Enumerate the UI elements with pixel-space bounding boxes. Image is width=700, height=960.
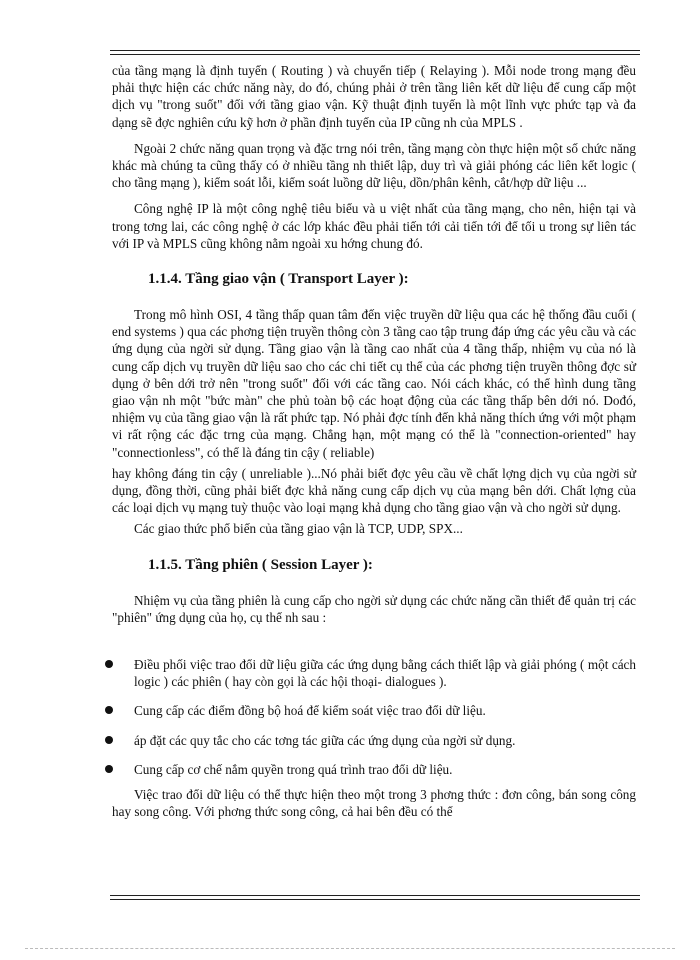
page-body <box>112 62 636 830</box>
session-function-list <box>104 656 636 778</box>
bullet-icon <box>105 765 113 773</box>
paragraph-transport-quality: hay không đáng tin cậy ( unreliable )...Nó phải biết đợc yêu cầu về chất lợng dịch vụ của ngời sử dụng, đồng thời, cũng phải biết đợc khả năng cung cấp dịch vụ của mạng bên dới. Chất lợng của các loại dịch vụ mạng tuỳ thuộc vào loại mạng khả dụng cho tầng giao vận và cho ngời sử dụng. <box>112 465 636 516</box>
paragraph-transport-osi: Trong mô hình OSI, 4 tầng thấp quan tâm đến việc truyền dữ liệu qua các hệ thống đầu cuối ( end systems ) qua các phơng tiện truyền thông còn 3 tầng cao tập trung đáp ứng các yêu cầu và các ứng dụng của ngời sử dụng. Tầng giao vận là tầng cao nhất của 4 tầng thấp, nhiệm vụ của nó là cung cấp dịch vụ truyền dữ liệu sao cho các chi tiết cụ thể của các phơng tiện truyền thông đợc sử dụng ở bên dới trở nên "trong suốt" đối với các tầng cao. Nói cách khác, có thể hình dung tầng giao vận nh một "bức màn" che phủ toàn bộ các hoạt động của các tầng thấp bên dới nó. Dođó, nhiệm vụ của tầng giao vận là rất phức tạp. Nó phải đợc tính đến khả năng thích ứng với một phạm vi rất rộng các đặc trng của mạng. Chẳng hạn, một mạng có thể là "connection-oriented" hay "connectionless", có thể là đáng tin cậy ( reliable) <box>112 307 636 460</box>
list-item: Điều phối việc trao đổi dữ liệu giữa các ứng dụng bằng cách thiết lập và giải phóng ( một cách logic ) các phiên ( hay còn gọi là các hội thoại- dialogues ). <box>104 656 636 690</box>
bullet-icon <box>105 660 113 668</box>
paragraph-session-intro: Nhiệm vụ của tầng phiên là cung cấp cho ngời sử dụng các chức năng cần thiết để quản trị các "phiên" ứng dụng của họ, cụ thể nh sau : <box>112 592 636 625</box>
heading-transport-layer: 1.1.4. Tầng giao vận ( Transport Layer ): <box>148 271 409 288</box>
paragraph-ip-technology: Công nghệ IP là một công nghệ tiêu biểu và u việt nhất của tầng mạng, cho nên, hiện tại và trong tơng lai, các công nghệ ở các lớp khác đều phải tiến tới cải tiến tới để tối u trong sự liên tác với IP và MPLS cũng không nằm ngoài xu hớng chung đó. <box>112 201 636 251</box>
bullet-icon <box>105 736 113 744</box>
list-item: áp đặt các quy tắc cho các tơng tác giữa các ứng dụng của ngời sử dụng. <box>104 732 636 749</box>
paragraph-routing: của tầng mạng là định tuyến ( Routing ) và chuyển tiếp ( Relaying ). Mỗi node trong mạng đều phải thực hiện các chức năng này, do đó, chúng phải ở trên tầng liên kết dữ liệu để cung cấp một dịch vụ "trong suốt" đối với tầng giao vận. Kỹ thuật định tuyến là một lĩnh vực phức tạp và đa dạng sẽ đợc nghiên cứu kỹ hơn ở phần định tuyến của IP cũng nh của MPLS . <box>112 63 636 130</box>
list-item: Cung cấp các điểm đồng bộ hoá để kiểm soát việc trao đổi dữ liệu. <box>104 702 636 719</box>
bullet-icon <box>105 706 113 714</box>
footer-rule-upper <box>110 895 640 896</box>
paragraph-network-functions: Ngoài 2 chức năng quan trọng và đặc trng nói trên, tầng mạng còn thực hiện một số chức năng khác mà chúng ta cũng thấy có ở nhiều tầng nh thiết lập, duy trì và giải phóng các liên kết logic ( cho tầng mạng ), kiểm soát lỗi, kiểm soát luồng dữ liệu, dồn/phân kênh, cắt/hợp dữ liệu ... <box>112 140 636 191</box>
header-rule-upper <box>110 50 640 51</box>
paragraph-transport-protocols: Các giao thức phổ biến của tầng giao vận là TCP, UDP, SPX... <box>134 521 463 537</box>
heading-session-layer: 1.1.5. Tầng phiên ( Session Layer ): <box>148 556 373 573</box>
header-rule-lower <box>110 54 640 55</box>
paragraph-session-closing: Việc trao đổi dữ liệu có thể thực hiện theo một trong 3 phơng thức : đơn công, bán song công hay song công. Với phơng thức song công, cả hai bên đều có thể <box>112 787 636 820</box>
page-break-line <box>25 948 675 949</box>
list-item: Cung cấp cơ chế nắm quyền trong quá trình trao đổi dữ liệu. <box>104 761 636 778</box>
footer-rule-lower <box>110 899 640 900</box>
